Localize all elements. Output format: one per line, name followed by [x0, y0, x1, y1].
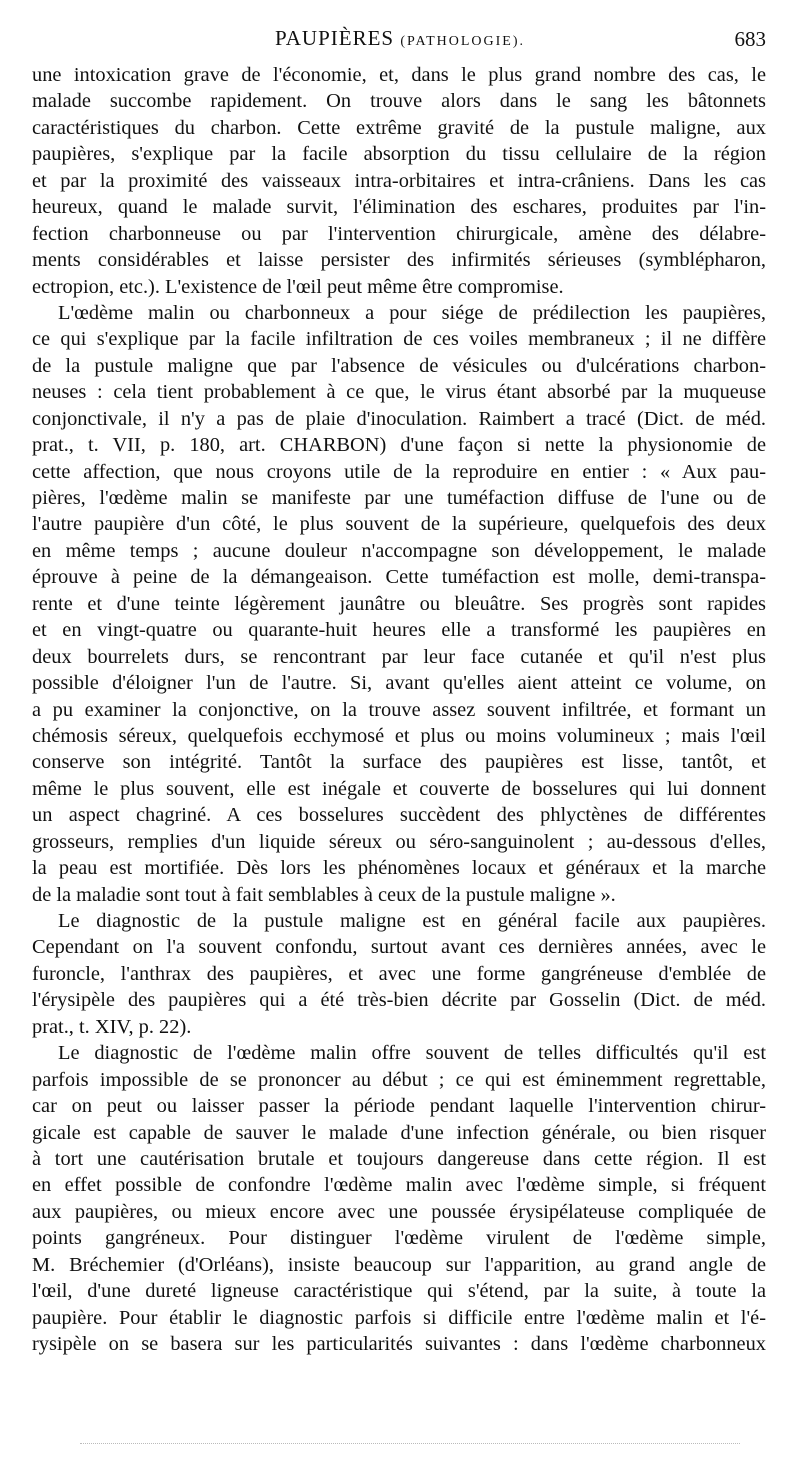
- text-line: heureux, quand le malade survit, l'élimination des eschares, produites par l'in-: [32, 196, 766, 219]
- text-line: l'autre paupière d'un côté, le plus souvent de la supérieure, quelquefois des deux: [32, 513, 766, 536]
- text-line: chémosis séreux, quelquefois ecchymosé et plus ou moins volumineux ; mais l'œil: [32, 724, 766, 747]
- text-line: malade succombe rapidement. On trouve alors dans le sang les bâtonnets: [32, 90, 766, 113]
- running-head-title: [32, 26, 768, 51]
- text-line: possible d'éloigner l'un de l'autre. Si, avant qu'elles aient atteint ce volume, on: [32, 672, 766, 695]
- text-line: conserve son intégrité. Tantôt la surface des paupières est lisse, tantôt, et: [32, 751, 766, 774]
- text-line: aux paupières, ou mieux encore avec une poussée érysipélateuse compliquée de: [32, 1200, 766, 1223]
- text-line: paupière. Pour établir le diagnostic parfois si difficile entre l'œdème malin et l'é-: [32, 1306, 766, 1329]
- text-line: pières, l'œdème malin se manifeste par une tuméfaction diffuse de l'une ou de: [32, 487, 766, 509]
- text-line: même le plus souvent, elle est inégale et couverte de bosselures qui lui donnent: [32, 777, 766, 800]
- text-line: Le diagnostic de l'œdème malin offre souvent de telles difficultés qu'il est: [58, 1042, 766, 1065]
- text-line: éprouve à peine de la démangeaison. Cette tuméfaction est molle, demi-transpa-: [32, 566, 766, 589]
- page-number: 683: [734, 27, 766, 51]
- text-line: car on peut ou laisser passer la période pendant laquelle l'intervention chirur-: [32, 1095, 766, 1118]
- text-line: gicale est capable de sauver le malade d'une infection générale, ou bien risquer: [32, 1121, 766, 1144]
- body-text: [32, 62, 766, 1357]
- text-line: rente et d'une teinte légèrement jaunâtre ou bleuâtre. Ses progrès sont rapides: [32, 592, 766, 615]
- text-line: rysipèle on se basera sur les particularités suivantes : dans l'œdème charbonneux: [32, 1333, 766, 1355]
- text-line: L'œdème malin ou charbonneux a pour siége de prédilection les paupières,: [58, 301, 766, 324]
- text-line: Cependant on l'a souvent confondu, surtout avant ces dernières années, avec le: [32, 936, 766, 959]
- text-line: en effet possible de confondre l'œdème malin avec l'œdème simple, si fréquent: [32, 1174, 766, 1197]
- text-line: Le diagnostic de la pustule maligne est en général facile aux paupières.: [58, 910, 766, 932]
- running-head: [32, 26, 768, 56]
- running-head-subtitle: (PATHOLOGIE).: [400, 34, 525, 49]
- text-line: et par la proximité des vaisseaux intra-orbitaires et intra-crâniens. Dans les cas: [32, 169, 766, 192]
- text-line: en même temps ; aucune douleur n'accompagne son développement, le malade: [32, 539, 766, 562]
- text-line: un aspect chagriné. A ces bosselures succèdent des phlyctènes de différentes: [32, 804, 766, 827]
- text-line: à tort une cautérisation brutale et toujours dangereuse dans cette région. Il est: [32, 1147, 766, 1170]
- running-head-main: PAUPIÈRES: [274, 26, 395, 50]
- text-line: l'érysipèle des paupières qui a été très-bien décrite par Gosselin (Dict. de méd.: [32, 989, 766, 1012]
- text-line: paupières, s'explique par la facile absorption du tissu cellulaire de la région: [32, 143, 766, 166]
- text-line: furoncle, l'anthrax des paupières, et avec une forme gangréneuse d'emblée de: [32, 962, 766, 985]
- text-line: de la maladie sont tout à fait semblables à ceux de la pustule maligne ».: [32, 883, 616, 906]
- text-line: prat., t. XIV, p. 22).: [32, 1015, 192, 1038]
- text-line: a pu examiner la conjonctive, on la trouve assez souvent infiltrée, et formant un: [32, 698, 766, 721]
- text-line: deux bourrelets durs, se rencontrant par leur face cutanée et qu'il n'est plus: [32, 645, 766, 668]
- text-line: neuses : cela tient probablement à ce que, le virus étant absorbé par la muqueuse: [32, 381, 766, 404]
- text-line: ce qui s'explique par la facile infiltration de ces voiles membraneux ; il ne diffère: [32, 328, 766, 351]
- text-line: grosseurs, remplies d'un liquide séreux ou séro-sanguinolent ; au-dessous d'elles,: [32, 830, 766, 853]
- text-line: une intoxication grave de l'économie, et, dans le plus grand nombre des cas, le: [32, 64, 766, 86]
- text-line: caractéristiques du charbon. Cette extrême gravité de la pustule maligne, aux: [32, 116, 766, 139]
- footer-rule: [80, 1443, 740, 1444]
- text-line: conjonctivale, il n'y a pas de plaie d'inoculation. Raimbert a tracé (Dict. de méd.: [32, 407, 766, 430]
- text-line: cette affection, que nous croyons utile de la reproduire en entier : « Aux pau-: [32, 460, 766, 483]
- text-line: M. Bréchemier (d'Orléans), insiste beaucoup sur l'apparition, au grand angle de: [32, 1253, 766, 1276]
- text-line: ectropion, etc.). L'existence de l'œil peut même être compromise.: [32, 275, 564, 298]
- text-line: l'œil, d'une dureté ligneuse caractéristique qui s'étend, par la suite, à toute la: [32, 1280, 766, 1303]
- text-line: et en vingt-quatre ou quarante-huit heures elle a transformé les paupières en: [32, 619, 766, 642]
- text-line: points gangréneux. Pour distinguer l'œdème virulent de l'œdème simple,: [32, 1227, 766, 1250]
- text-line: parfois impossible de se prononcer au début ; ce qui est éminemment regrettable,: [32, 1068, 766, 1091]
- text-line: la peau est mortifiée. Dès lors les phénomènes locaux et généraux et la marche: [32, 857, 766, 880]
- text-line: fection charbonneuse ou par l'intervention chirurgicale, amène des délabre-: [32, 222, 766, 245]
- text-line: prat., t. VII, p. 180, art. CHARBON) d'une façon si nette la physionomie de: [32, 434, 766, 457]
- text-line: de la pustule maligne que par l'absence de vésicules ou d'ulcérations charbon-: [32, 354, 766, 377]
- text-line: ments considérables et laisse persister des infirmités sérieuses (symblépharon,: [32, 249, 766, 272]
